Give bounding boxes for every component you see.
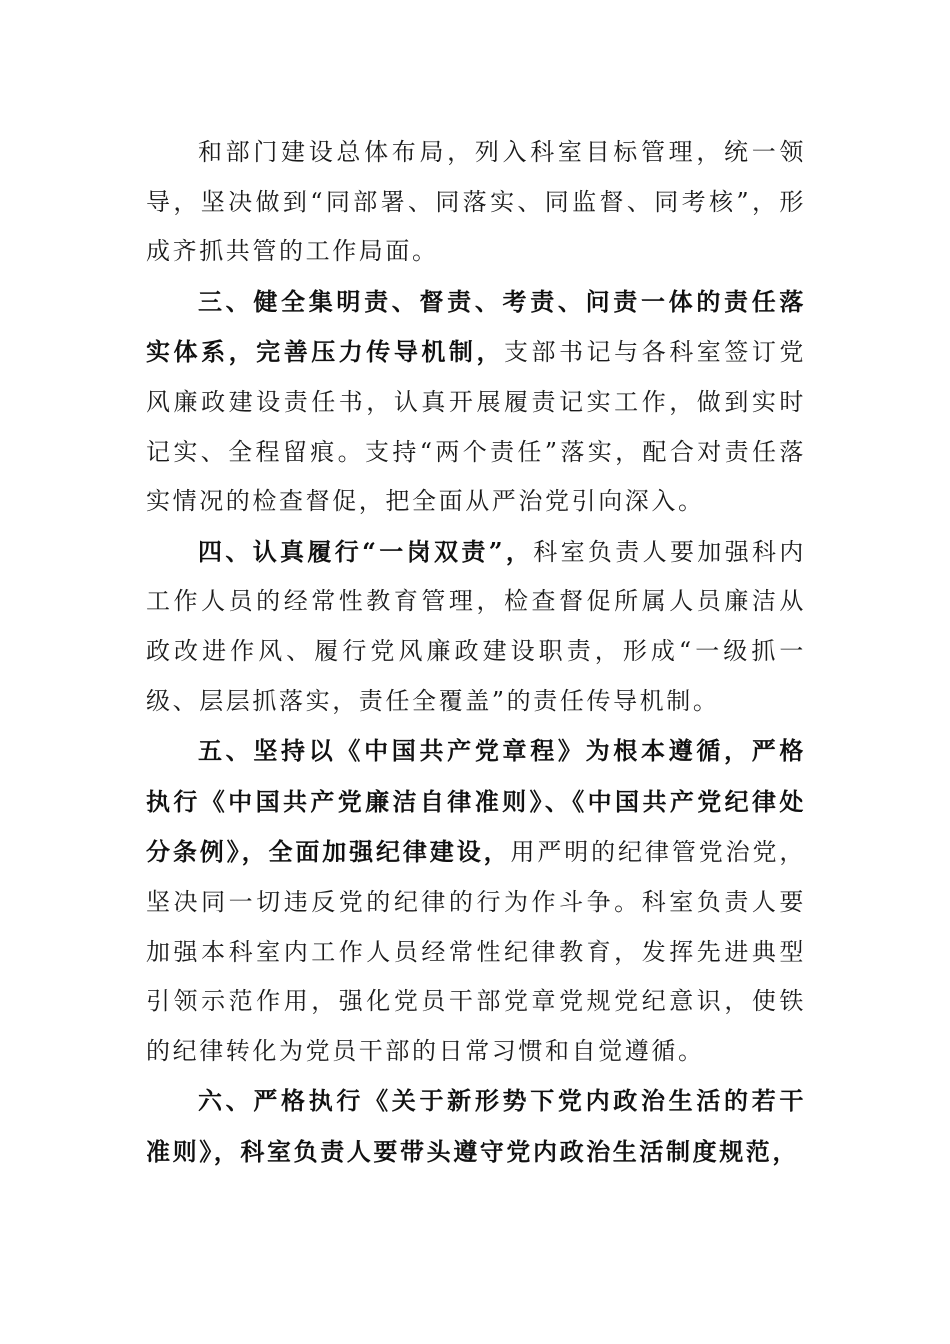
paragraph-3-text: 支部书记与各科室签订党风廉政建设责任书，认真开展履责记实工作，做到实时记实、全程留痕。支持“两个责任”落实，配合对责任落实情况的检查督促，把全面从严治党引向深入。 (146, 338, 806, 516)
paragraph-5-text: 用严明的纪律管党治党，坚决同一切违反党的纪律的行为作斗争。科室负责人要加强本科室内工作人员经常性纪律教育，发挥先进典型引领示范作用，强化党员干部党章党规党纪意识，使铁的纪律转化为党员干部的日常习惯和自觉遵循。 (146, 838, 806, 1065)
paragraph-6-heading: 六、严格执行《关于新形势下党内政治生活的若干准则》，科室负责人要带头遵守党内政治生活制度规范， (146, 1086, 806, 1166)
paragraph-4 (146, 527, 806, 726)
paragraph-1-text: 和部门建设总体布局，列入科室目标管理，统一领导，坚决做到“同部署、同落实、同监督、同考核”，形成齐抓共管的工作局面。 (146, 138, 806, 266)
paragraph-6 (146, 1076, 806, 1177)
paragraph-4-heading: 四、认真履行“一岗双责”， (198, 536, 534, 566)
paragraph-5-heading: 五、坚持以《中国共产党章程》为根本遵循，严格执行《中国共产党廉洁自律准则》、《中国共产党纪律处分条例》，全面加强纪律建设， (146, 736, 806, 867)
document-body (146, 128, 806, 1177)
paragraph-3-heading: 三、健全集明责、督责、考责、问责一体的责任落实体系，完善压力传导机制， (146, 286, 806, 367)
paragraph-5 (146, 726, 806, 1076)
paragraph-3 (146, 277, 806, 527)
paragraph-4-text: 科室负责人要加强科内工作人员的经常性教育管理，检查督促所属人员廉洁从政改进作风、履行党风廉政建设职责，形成“一级抓一级、层层抓落实，责任全覆盖”的责任传导机制。 (146, 537, 806, 715)
paragraph-1 (146, 128, 806, 277)
